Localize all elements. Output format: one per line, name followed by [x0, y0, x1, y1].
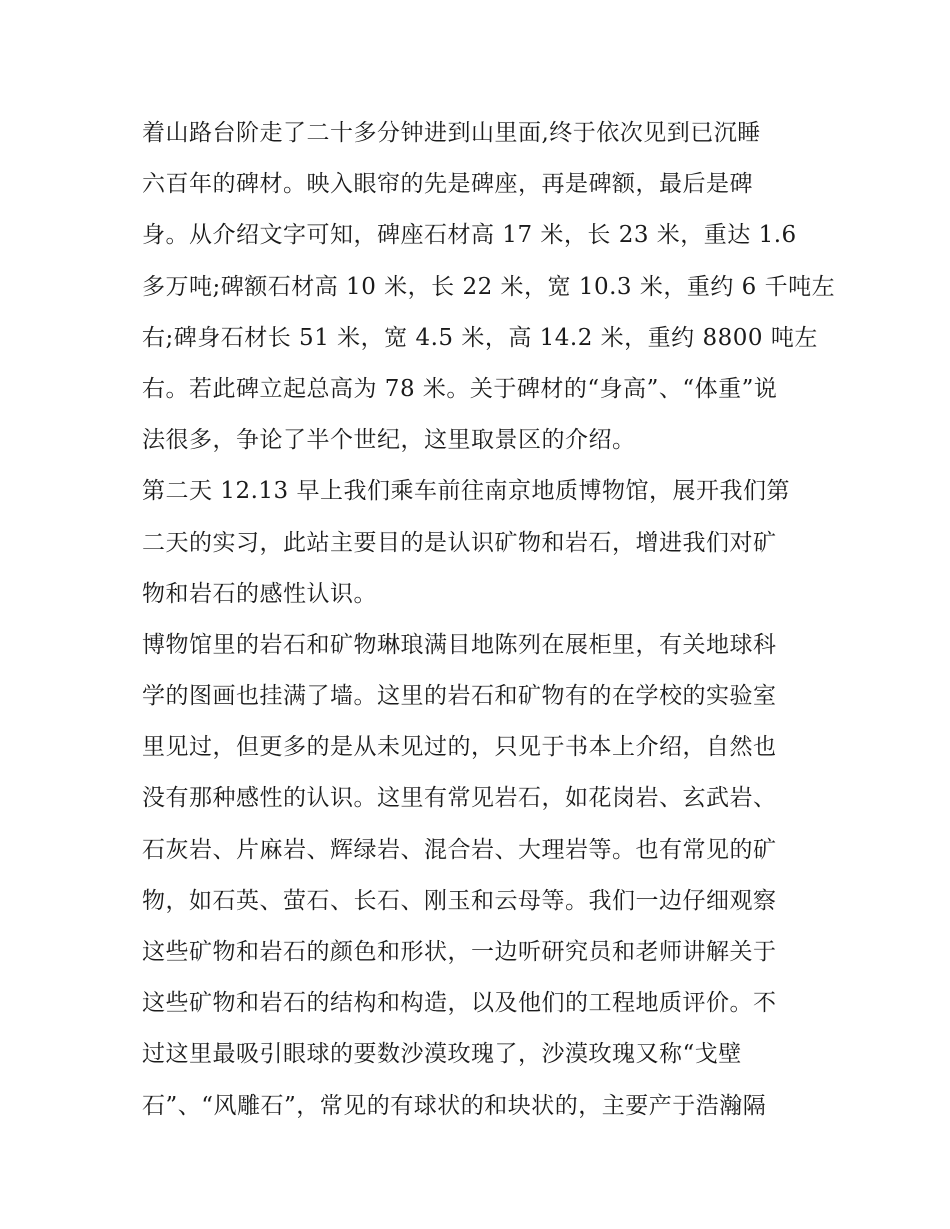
- text-line: 物和岩石的感性认识。: [142, 580, 377, 607]
- text-line: 二天的实习，此站主要目的是认识矿物和岩石，增进我们对矿: [142, 529, 777, 556]
- text-line: 石灰岩、片麻岩、辉绿岩、混合岩、大理岩等。也有常见的矿: [142, 836, 777, 863]
- text-line: 法很多，争论了半个世纪，这里取景区的介绍。: [142, 427, 636, 454]
- text-line: 身。从介绍文字可知，碑座石材高 17 米，长 23 米，重达 1.6: [142, 222, 797, 249]
- text-line: 石”、“风雕石”，常见的有球状的和块状的，主要产于浩瀚隔: [142, 1092, 767, 1119]
- text-line: 多万吨;碑额石材高 10 米，长 22 米，宽 10.3 米，重约 6 千吨左: [142, 273, 836, 300]
- text-line: 学的图画也挂满了墙。这里的岩石和矿物有的在学校的实验室: [142, 683, 777, 710]
- text-line: 没有那种感性的认识。这里有常见岩石，如花岗岩、玄武岩、: [142, 785, 777, 812]
- text-line: 里见过，但更多的是从未见过的，只见于书本上介绍，自然也: [142, 734, 777, 761]
- text-line: 六百年的碑材。映入眼帘的先是碑座，再是碑额，最后是碑: [142, 171, 753, 198]
- text-line: 第二天 12.13 早上我们乘车前往南京地质博物馆，展开我们第: [142, 478, 790, 505]
- text-line: 过这里最吸引眼球的要数沙漠玫瑰了，沙漠玫瑰又称“戈壁: [142, 1041, 742, 1068]
- text-line: 物，如石英、萤石、长石、刚玉和云母等。我们一边仔细观察: [142, 887, 777, 914]
- text-line: 博物馆里的岩石和矿物琳琅满目地陈列在展柜里，有关地球科: [142, 631, 777, 658]
- text-line: 这些矿物和岩石的颜色和形状，一边听研究员和老师讲解关于: [142, 939, 777, 965]
- body-text: [142, 108, 836, 1132]
- text-line: 右。若此碑立起总高为 78 米。关于碑材的“身高”、“体重”说: [142, 375, 778, 402]
- text-line: 着山路台阶走了二十多分钟进到山里面,终于依次见到已沉睡: [142, 120, 761, 146]
- text-line: 这些矿物和岩石的结构和构造，以及他们的工程地质评价。不: [142, 990, 777, 1017]
- text-line: 右;碑身石材长 51 米，宽 4.5 米，高 14.2 米，重约 8800 吨左: [142, 324, 818, 351]
